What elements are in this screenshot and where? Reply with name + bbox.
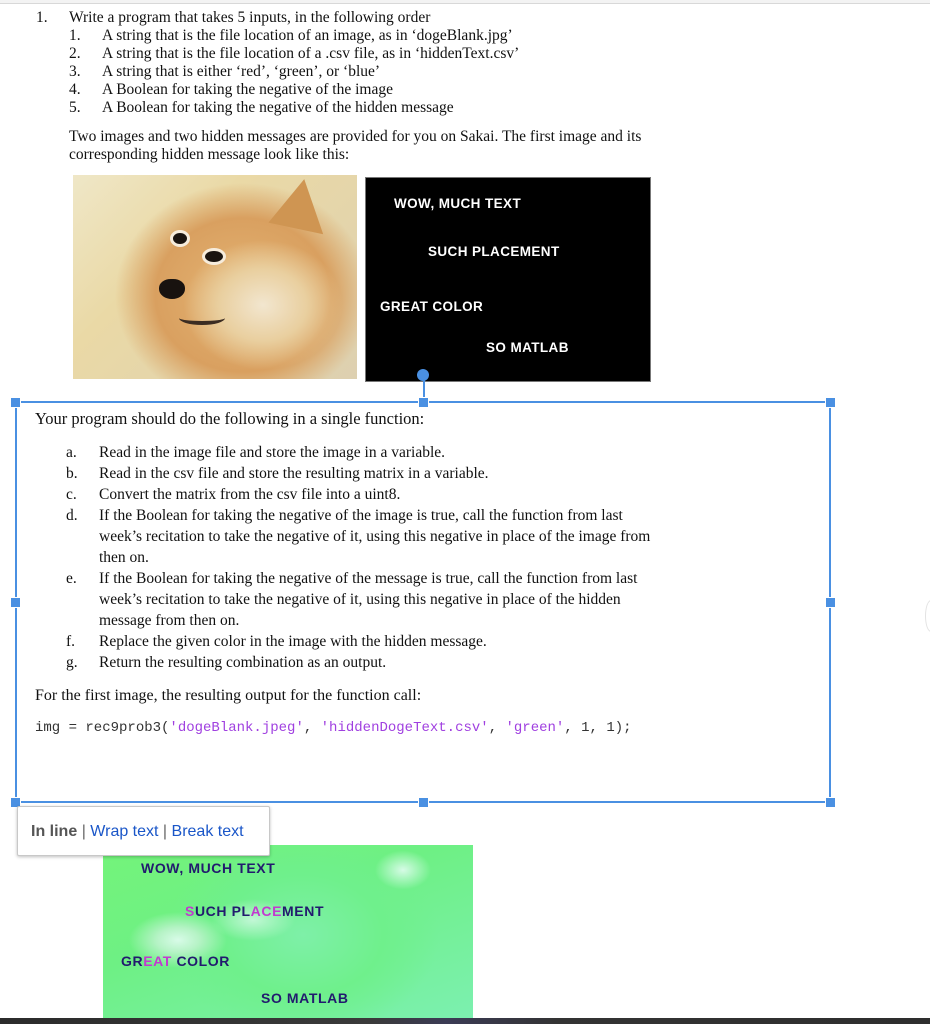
resize-handle-top-right[interactable]: [825, 397, 836, 408]
resize-handle-middle-right[interactable]: [825, 597, 836, 608]
resize-handle-top-center[interactable]: [418, 397, 429, 408]
provided-text-line1: Two images and two hidden messages are provided for you on Sakai. The first image and its: [69, 128, 642, 145]
break-text-option[interactable]: Break text: [171, 823, 244, 840]
input-num: 2.: [69, 45, 81, 62]
wrap-options: [31, 823, 244, 841]
input-text: A string that is the file location of an image, as in ‘dogeBlank.jpg’: [102, 27, 513, 44]
resize-handle-middle-left[interactable]: [10, 597, 21, 608]
input-num: 3.: [69, 63, 81, 80]
step-text: Replace the given color in the image with the hidden message.: [99, 633, 487, 650]
resize-handle-bottom-right[interactable]: [825, 797, 836, 808]
hidden-text-line: SUCH PLACEMENT: [428, 244, 560, 259]
step-text: week’s recitation to take the negative of it, using this negative in place of the image from: [99, 528, 651, 545]
resize-handle-top-left[interactable]: [10, 397, 21, 408]
code-arg-image: 'dogeBlank.jpeg': [169, 720, 304, 736]
hidden-message-image[interactable]: [365, 177, 651, 382]
separator: |: [162, 823, 168, 840]
code-prefix: img = rec9prob3(: [35, 720, 170, 736]
step-letter: a.: [66, 444, 77, 461]
step-text: message from then on.: [99, 612, 240, 629]
step-text: If the Boolean for taking the negative of the message is true, call the function from last: [99, 570, 638, 587]
question-number: 1.: [36, 9, 48, 26]
image-wrap-options-popup: [17, 806, 270, 856]
step-text: If the Boolean for taking the negative of the image is true, call the function from last: [99, 507, 623, 524]
code-arg-color: 'green': [505, 720, 565, 736]
step-text: week’s recitation to take the negative of it, using this negative in place of the hidden: [99, 591, 621, 608]
step-text: Return the resulting combination as an output.: [99, 654, 387, 671]
result-text-fragment: EAT: [143, 953, 172, 969]
doge-eye: [205, 251, 223, 262]
input-num: 4.: [69, 81, 81, 98]
code-suffix: , 1, 1);: [564, 720, 632, 736]
result-text-line: SO MATLAB: [261, 990, 349, 1006]
step-text: Read in the csv file and store the resulting matrix in a variable.: [99, 465, 489, 482]
step-letter: g.: [66, 654, 78, 671]
steps-heading: Your program should do the following in a single function:: [35, 409, 425, 428]
result-text-fragment: GR: [121, 953, 144, 969]
result-text-line: [185, 903, 324, 919]
side-panel-toggle[interactable]: [925, 600, 930, 632]
separator: |: [81, 823, 86, 840]
code-line: [35, 720, 632, 736]
provided-text-line2: corresponding hidden message look like this:: [69, 146, 350, 163]
input-text: A string that is the file location of a .csv file, as in ‘hiddenText.csv’: [102, 45, 520, 62]
input-text: A string that is either ‘red’, ‘green’, or ‘blue’: [102, 63, 381, 80]
bottom-taskbar-edge: [0, 1018, 930, 1024]
result-text-line: [121, 953, 230, 969]
step-text: Convert the matrix from the csv file into a uint8.: [99, 486, 401, 503]
result-text-fragment: MENT: [282, 903, 325, 919]
result-text-fragment: ACE: [250, 903, 283, 919]
result-text-fragment: UCH PL: [194, 903, 251, 919]
doge-eye: [173, 233, 187, 244]
code-arg-csv: 'hiddenDogeText.csv': [320, 720, 489, 736]
result-image[interactable]: [103, 845, 473, 1018]
step-letter: b.: [66, 465, 78, 482]
question-intro: Write a program that takes 5 inputs, in the following order: [69, 9, 431, 26]
step-letter: e.: [66, 570, 77, 587]
result-text-line: WOW, MUCH TEXT: [141, 860, 276, 876]
hidden-text-line: SO MATLAB: [486, 340, 569, 355]
step-text: Read in the image file and store the image in a variable.: [99, 444, 446, 461]
code-sep: ,: [303, 720, 321, 736]
doge-mouth: [179, 311, 225, 325]
result-text-fragment: S: [185, 903, 195, 919]
hidden-text-line: GREAT COLOR: [380, 299, 484, 314]
result-text-fragment: COLOR: [171, 953, 231, 969]
resize-handle-bottom-center[interactable]: [418, 797, 429, 808]
output-intro: For the first image, the resulting output for the function call:: [35, 687, 422, 704]
code-sep: ,: [488, 720, 506, 736]
wrap-text-option[interactable]: Wrap text: [90, 823, 159, 840]
in-line-option[interactable]: In line: [31, 823, 78, 840]
input-text: A Boolean for taking the negative of the hidden message: [102, 99, 454, 116]
input-num: 1.: [69, 27, 81, 44]
hidden-text-line: WOW, MUCH TEXT: [394, 196, 522, 211]
step-text: then on.: [99, 549, 149, 566]
step-letter: d.: [66, 507, 78, 524]
doge-image[interactable]: [73, 175, 357, 379]
input-text: A Boolean for taking the negative of the image: [102, 81, 393, 98]
doge-ear: [268, 175, 333, 234]
top-toolbar-edge: [0, 0, 930, 4]
input-num: 5.: [69, 99, 81, 116]
step-letter: f.: [66, 633, 76, 650]
doge-nose: [159, 279, 185, 299]
step-letter: c.: [66, 486, 77, 503]
